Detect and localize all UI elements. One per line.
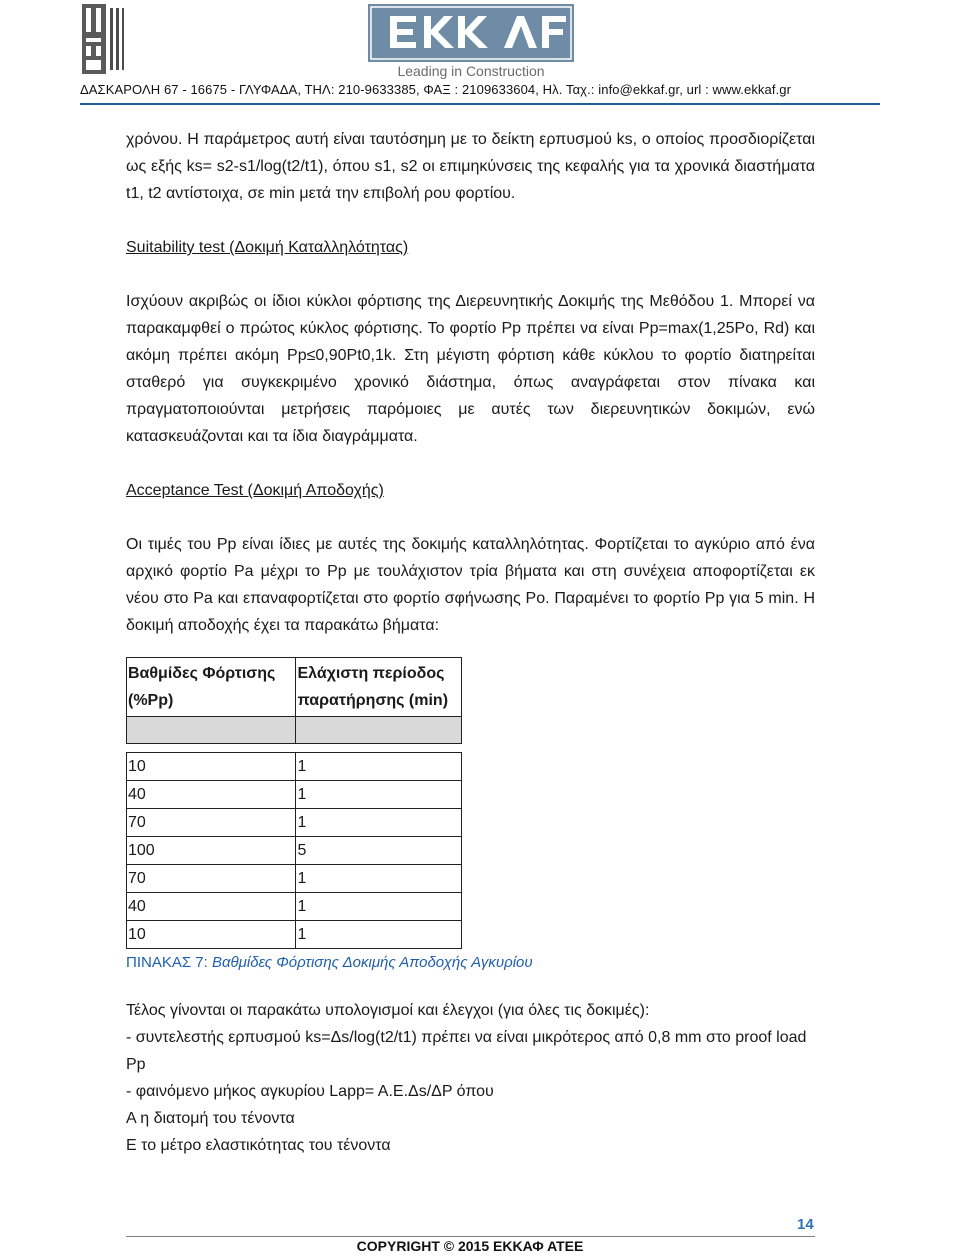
- heading-acceptance-test: Acceptance Test (Δοκιμή Αποδοχής): [126, 482, 384, 499]
- table-caption: [126, 951, 815, 975]
- load-step-cell: 10: [127, 753, 296, 781]
- loading-steps-table: [126, 657, 462, 949]
- table-header-row: [127, 658, 462, 717]
- period-cell: 1: [296, 781, 462, 809]
- paragraph-acceptance: Οι τιμές του Pp είναι ίδιες με αυτές της δοκιμής καταλληλότητας. Φορτίζεται το αγκύριο από ένα αρχικό φορτίο Pa μέχρι το Pp με τουλάχιστον τρία βήματα και στη συνέχεια αποφορτίζεται εκ νέου στο Pa και επαναφορτίζεται στο φορτίο σφήνωσης Po. Παραμένει το φορτίο Pp για 5 min. Η δοκιμή αποδοχής έχει τα παρακάτω βήματα:: [126, 536, 815, 634]
- ekkaf-tagline: Leading in Construction: [397, 63, 545, 79]
- closing-apparent-length: - φαινόμενο μήκος αγκυρίου Lapp= A.E.Δs/ΔP όπου: [126, 1083, 494, 1100]
- load-step-cell: 70: [127, 809, 296, 837]
- table-row: [127, 921, 462, 949]
- ekkaf-logo: [368, 4, 574, 80]
- contact-info: ΔΑΣΚΑΡΟΛΗ 67 - 16675 - ΓΛΥΦΑΔΑ, ΤΗΛ: 210-9633385, ΦΑΞ : 2109633604, Ηλ. Ταχ.: info@ekkaf.gr, url : www.ekkaf.gr: [80, 82, 792, 97]
- load-step-cell: 70: [127, 865, 296, 893]
- period-cell: 1: [296, 809, 462, 837]
- table-row: [127, 865, 462, 893]
- document-body: [126, 126, 815, 1159]
- copyright-footer: COPYRIGHT © 2015 ΕΚΚΑΦ ΑΤΕΕ: [356, 1238, 584, 1254]
- table-row: [127, 893, 462, 921]
- table-shaded-row: [127, 717, 462, 744]
- closing-intro: Τέλος γίνονται οι παρακάτω υπολογισμοί και έλεγχοι (για όλες τις δοκιμές):: [126, 1002, 650, 1019]
- header-load-steps: Βαθμίδες Φόρτισης (%Pp): [127, 658, 296, 717]
- load-step-cell: 40: [127, 893, 296, 921]
- footer-rule: [126, 1236, 815, 1237]
- table-row: [127, 837, 462, 865]
- table-row: [127, 809, 462, 837]
- closing-creep-coefficient: - συντελεστής ερπυσμού ks=Δs/log(t2/t1) πρέπει να είναι μικρότερος από 0,8 mm στο proof load Pp: [126, 1029, 807, 1073]
- load-step-cell: 100: [127, 837, 296, 865]
- closing-area-def: A η διατομή του τένοντα: [126, 1110, 295, 1127]
- header-observation-period: Ελάχιστη περίοδος παρατήρησης (min): [296, 658, 462, 717]
- load-step-cell: 10: [127, 921, 296, 949]
- period-cell: 1: [296, 893, 462, 921]
- page-number: 14: [797, 1216, 814, 1233]
- paragraph-creep: χρόνου. Η παράμετρος αυτή είναι ταυτόσημη με το δείκτη ερπυσμού ks, ο οποίος προσδιορίζεται ως εξής ks= s2-s1/log(t2/t1), όπου s1, s2 οι επιμηκύνσεις της κεφαλής για τα χρονικά διαστήματα t1, t2 αντίστοιχα, σε min μετά την επιβολή ρου φορτίου.: [126, 131, 815, 202]
- mk4-logo: [80, 2, 126, 76]
- caption-text: Βαθμίδες Φόρτισης Δοκιμής Αποδοχής Αγκυρίου: [211, 954, 533, 971]
- caption-label: ΠΙΝΑΚΑΣ 7:: [126, 954, 208, 971]
- table-row: [127, 781, 462, 809]
- table-row: [127, 753, 462, 781]
- paragraph-suitability: Ισχύουν ακριβώς οι ίδιοι κύκλοι φόρτισης της Διερευνητικής Δοκιμής της Μεθόδου 1. Μπορεί να παρακαμφθεί ο πρώτος κύκλος φόρτισης. Το φορτίο Pp πρέπει να είναι Pp=max(1,25Po, Rd) και ακόμη πρέπει ακόμη Pp≤0,90Pt0,1k. Στη μέγιστη φόρτιση κάθε κύκλου το φορτίο διατηρείται σταθερό για συγκεκριμένο χρονικό διάστημα, όπως αναγράφεται στον πίνακα και πραγματοποιούνται μετρήσεις παρόμοιες με αυτές των διερευνητικών δοκιμών, ενώ κατασκευάζονται και τα ίδια διαγράμματα.: [126, 293, 815, 445]
- period-cell: 5: [296, 837, 462, 865]
- load-step-cell: 40: [127, 781, 296, 809]
- header-rule: [80, 103, 880, 105]
- period-cell: 1: [296, 921, 462, 949]
- closing-modulus-def: E το μέτρο ελαστικότητας του τένοντα: [126, 1137, 391, 1154]
- period-cell: 1: [296, 865, 462, 893]
- page-header: [0, 0, 960, 112]
- period-cell: 1: [296, 753, 462, 781]
- heading-suitability-test: Suitability test (Δοκιμή Καταλληλότητας): [126, 239, 409, 256]
